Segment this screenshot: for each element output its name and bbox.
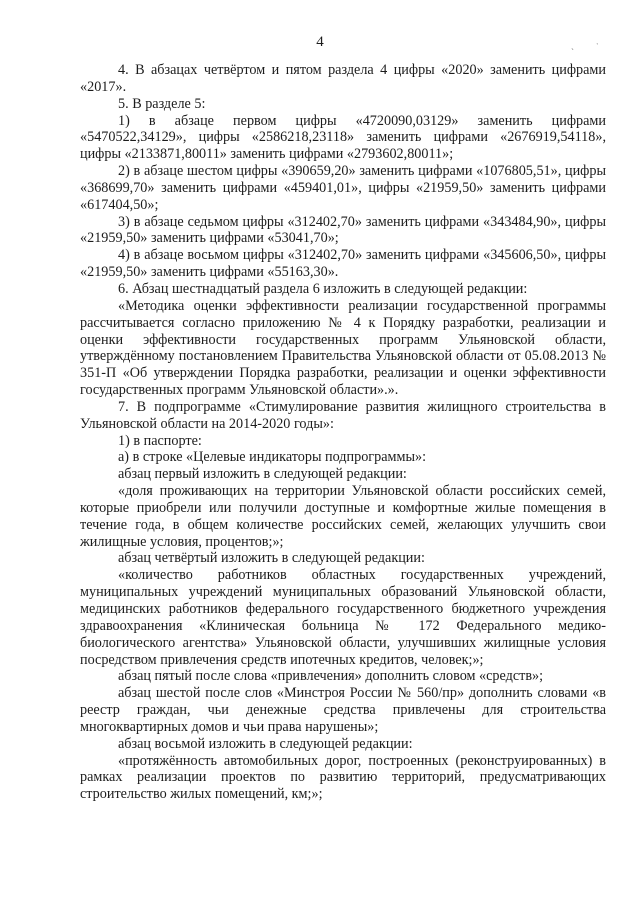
paragraph-abzac-first: абзац первый изложить в следующей редакции: <box>118 466 407 483</box>
paragraph-passport: 1) в паспорте: <box>118 432 202 449</box>
margin-mark: ˏ <box>571 40 574 50</box>
margin-mark: ˑ <box>596 40 599 50</box>
paragraph-abzac-eighth: абзац восьмой изложить в следующей редакции: <box>118 735 413 752</box>
paragraph-item-7: 7. В подпрограмме «Стимулирование развития жилищного строительства в Ульяновской области на 2014-2020 годы»: <box>80 398 606 432</box>
paragraph-abzac-fourth: абзац четвёртый изложить в следующей редакции: <box>118 550 425 567</box>
paragraph-item-5: 5. В разделе 5: <box>118 95 206 112</box>
document-body <box>80 62 606 803</box>
paragraph-quote-workers: «количество работников областных государственных учреждений, муниципальных учреждений муниципальных образований Ульяновской области, медицинских работников федерального государственного бюджетного учреждения здравоохранения «Клиническая больница № 172 Федерального медико-биологического агентства» Ульяновской области, улучшивших жилищные условия посредством привлечения средств ипотечных кредитов, человек;»; <box>80 567 606 668</box>
paragraph-abzac-sixth: абзац шестой после слов «Минстроя России № 560/пр» дополнить словами «в реестр граждан, чьи денежные средства привлечены для строительства многоквартирных домов и чьи права нарушены»; <box>80 685 606 735</box>
paragraph-quote-roads: «протяжённость автомобильных дорог, построенных (реконструированных) в рамках реализации проектов по развитию территорий, предусматривающих строительство жилых помещений, км;»; <box>80 752 606 803</box>
paragraph-item-4: 4. В абзацах четвёртом и пятом раздела 4 цифры «2020» заменить цифрами «2017». <box>80 62 606 95</box>
paragraph-sub-3: 3) в абзаце седьмом цифры «312402,70» заменить цифрами «343484,90», цифры «21959,50» заменить цифрами «53041,70»; <box>80 213 606 247</box>
paragraph-quote-methodology: «Методика оценки эффективности реализации государственной программы рассчитывается согласно приложению № 4 к Порядку разработки, реализации и оценки эффективности государственных программ Ульяновской области, утверждённому постановлением Правительства Ульяновской области от 05.08.2013 № 351-П «Об утверждении Порядка разработки, реализации и оценки эффективности государственных программ Ульяновской области».». <box>80 297 606 399</box>
page-number: 4 <box>316 34 324 50</box>
paragraph-sub-1: 1) в абзаце первом цифры «4720090,03129» заменить цифрами «5470522,34129», цифры «2586218,23118» заменить цифрами «2676919,54118», цифры «2133871,80011» заменить цифрами «2793602,80011»; <box>80 112 606 163</box>
paragraph-sub-4: 4) в абзаце восьмом цифры «312402,70» заменить цифрами «345606,50», цифры «21959,50» заменить цифрами «55163,30». <box>80 247 606 281</box>
paragraph-target-indicators: а) в строке «Целевые индикаторы подпрограммы»: <box>118 449 427 466</box>
paragraph-sub-2: 2) в абзаце шестом цифры «390659,20» заменить цифрами «1076805,51», цифры «368699,70» заменить цифрами «459401,01», цифры «21959,50» заменить цифрами «617404,50»; <box>80 163 606 213</box>
paragraph-quote-share: «доля проживающих на территории Ульяновской области российских семей, которые приобрели или получили доступные и комфортные жилые помещения в течение года, в общем количестве российских семей, желающих улучшить свои жилищные условия, процентов;»; <box>80 483 606 550</box>
paragraph-abzac-fifth: абзац пятый после слова «привлечения» дополнить словом «средств»; <box>118 668 544 685</box>
paragraph-item-6: 6. Абзац шестнадцатый раздела 6 изложить в следующей редакции: <box>118 280 528 297</box>
